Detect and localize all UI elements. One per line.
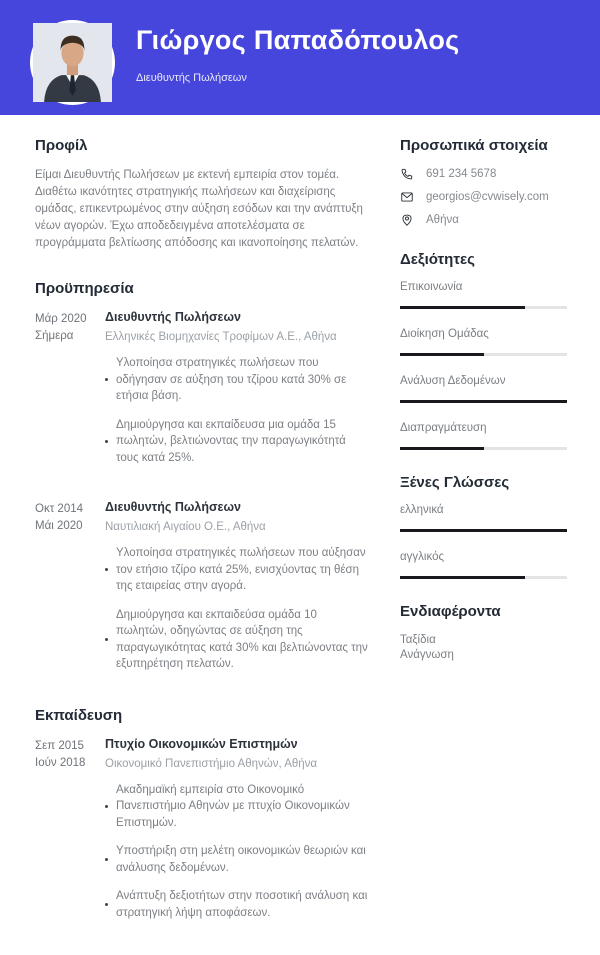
skill-label: Διαπραγμάτευση xyxy=(400,422,487,434)
language-bar-track xyxy=(400,529,567,532)
language-bar-track xyxy=(400,576,567,579)
person-name: Γιώργος Παπαδόπουλος xyxy=(136,25,460,55)
bullet-icon xyxy=(105,638,108,641)
experience-entry xyxy=(35,310,370,478)
date-end: Μάι 2020 xyxy=(35,520,83,532)
bullet-item xyxy=(105,782,370,832)
sidebar-column xyxy=(400,137,567,955)
skill-item xyxy=(400,422,567,450)
bullet-icon xyxy=(105,440,108,443)
bullet-item xyxy=(105,888,370,921)
bullet-text: Υποστήριξη στη μελέτη οικονομικών θεωριών και ανάλυσης δεδομένων. xyxy=(116,845,366,874)
profile-section xyxy=(35,137,370,252)
entry-title: Διευθυντής Πωλήσεων xyxy=(105,500,242,514)
language-bar-fill xyxy=(400,576,525,579)
bullet-text: Ακαδημαϊκή εμπειρία στο Οικονομικό Πανεπιστήμιο Αθηνών με πτυχίο Οικονομικών Επιστημών. xyxy=(116,783,350,829)
date-start: Σεπ 2015 xyxy=(35,739,84,752)
bullet-text: Υλοποίησα στρατηγικές πωλήσεων που αύξησαν τον ετήσιο τζίρο κατά 25%, ενισχύοντας τη θέση της εταιρείας στην αγορά. xyxy=(116,547,366,592)
entry-body xyxy=(105,500,370,685)
bullet-icon xyxy=(105,858,108,861)
phone-icon xyxy=(400,167,414,181)
bullet-item xyxy=(105,417,370,467)
language-item xyxy=(400,504,567,532)
interests-heading: Ενδιαφέροντα xyxy=(400,603,501,620)
body-area xyxy=(0,115,600,955)
bullet-icon xyxy=(105,568,108,571)
skill-bar-track xyxy=(400,447,567,450)
portrait-photo xyxy=(33,23,112,102)
entry-organization: Ελληνικές Βιομηχανίες Τροφίμων Α.Ε., Αθήνα xyxy=(105,331,337,343)
entry-dates xyxy=(35,737,105,934)
skill-bar-fill xyxy=(400,447,484,450)
entry-body xyxy=(105,310,370,478)
date-start: Οκτ 2014 xyxy=(35,503,84,515)
contact-phone xyxy=(400,167,567,181)
date-end: Ιούν 2018 xyxy=(35,756,86,769)
email-address: georgios@cvwisely.com xyxy=(426,191,549,203)
avatar xyxy=(30,20,115,105)
location-text: Αθήνα xyxy=(426,214,459,226)
bullet-text: Υλοποίησα στρατηγικές πωλήσεων που οδήγησαν σε αύξηση του τζίρου κατά 30% σε ετήσια βάση. xyxy=(116,357,347,402)
map-pin-icon xyxy=(400,213,414,227)
profile-text: Είμαι Διευθυντής Πωλήσεων με εκτενή εμπειρία στον τομέα. Διαθέτω ικανότητες στρατηγικής πωλήσεων και διαχείρισης ομάδας, επικεντρωμένος στην αύξηση εσόδων και την ανάπτυξη νέων αγορών. Έχω αποδεδειγμένα αποτελέσματα σε προγράμματα βελτίωσης απόδοσης και ικανοποίησης πελατών. xyxy=(35,169,363,249)
skill-bar-track xyxy=(400,400,567,403)
language-item xyxy=(400,551,567,579)
education-heading: Εκπαίδευση xyxy=(35,706,123,724)
header-text xyxy=(136,25,460,84)
language-label: αγγλικός xyxy=(400,551,445,563)
skill-bar-fill xyxy=(400,400,567,403)
bullet-icon xyxy=(105,378,108,381)
language-bar-fill xyxy=(400,529,567,532)
main-column xyxy=(35,137,370,955)
interest-item: Ταξίδια xyxy=(400,634,436,646)
header xyxy=(0,0,600,115)
skill-bar-fill xyxy=(400,306,525,309)
skill-bar-track xyxy=(400,306,567,309)
bullet-item xyxy=(105,607,370,673)
contact-heading: Προσωπικά στοιχεία xyxy=(400,137,548,154)
person-job-title: Διευθυντής Πωλήσεων xyxy=(136,72,247,84)
skill-bar-fill xyxy=(400,353,484,356)
bullet-text: Ανάπτυξη δεξιοτήτων στην ποσοτική ανάλυση και στρατηγική λήψη αποφάσεων. xyxy=(116,890,368,919)
education-section xyxy=(35,707,370,934)
entry-organization: Οικονομικό Πανεπιστήμιο Αθηνών, Αθήνα xyxy=(105,757,318,770)
bullet-text: Δημιούργησα και εκπαίδευσα μια ομάδα 15 πωλητών, βελτιώνοντας την παραγωγικότητά τους κατά 25%. xyxy=(116,418,346,464)
languages-heading: Ξένες Γλώσσες xyxy=(400,474,510,491)
entry-organization: Ναυτιλιακή Αιγαίου Ο.Ε., Αθήνα xyxy=(105,521,266,533)
entry-title: Διευθυντής Πωλήσεων xyxy=(105,310,242,324)
entry-dates xyxy=(35,310,105,478)
contact-location xyxy=(400,213,567,227)
skill-item xyxy=(400,375,567,403)
phone-number: 691 234 5678 xyxy=(426,168,497,180)
bullet-text: Δημιούργησα και εκπαιδεύσα ομάδα 10 πωλητών, οδηγώντας σε αύξηση της παραγωγικότητας κατά 30% και βελτιώνοντας την εξυπηρέτηση πελατών. xyxy=(116,608,368,670)
bullet-icon xyxy=(105,805,108,808)
language-label: ελληνικά xyxy=(400,504,444,516)
bullet-item xyxy=(105,355,370,405)
date-end: Σήμερα xyxy=(35,330,74,342)
skills-heading: Δεξιότητες xyxy=(400,251,475,268)
languages-section xyxy=(400,474,567,579)
skill-item xyxy=(400,281,567,309)
bullet-item xyxy=(105,545,370,595)
envelope-icon xyxy=(400,190,414,204)
profile-heading: Προφίλ xyxy=(35,137,88,154)
entry-body xyxy=(105,737,370,934)
bullet-item xyxy=(105,843,370,876)
skill-item xyxy=(400,328,567,356)
skills-section xyxy=(400,251,567,450)
contact-section xyxy=(400,137,567,227)
entry-dates xyxy=(35,500,105,685)
bullet-icon xyxy=(105,903,108,906)
skill-label: Επικοινωνία xyxy=(400,281,463,293)
skill-label: Διοίκηση Ομάδας xyxy=(400,328,489,340)
contact-email xyxy=(400,190,567,204)
skill-bar-track xyxy=(400,353,567,356)
interest-item: Ανάγνωση xyxy=(400,649,454,661)
experience-section xyxy=(35,280,370,685)
entry-title: Πτυχίο Οικονομικών Επιστημών xyxy=(105,736,298,751)
date-start: Μάρ 2020 xyxy=(35,313,87,325)
experience-heading: Προϋπηρεσία xyxy=(35,280,134,297)
skill-label: Ανάλυση Δεδομένων xyxy=(400,375,506,387)
interests-section xyxy=(400,603,567,663)
education-entry xyxy=(35,737,370,934)
experience-entry xyxy=(35,500,370,685)
